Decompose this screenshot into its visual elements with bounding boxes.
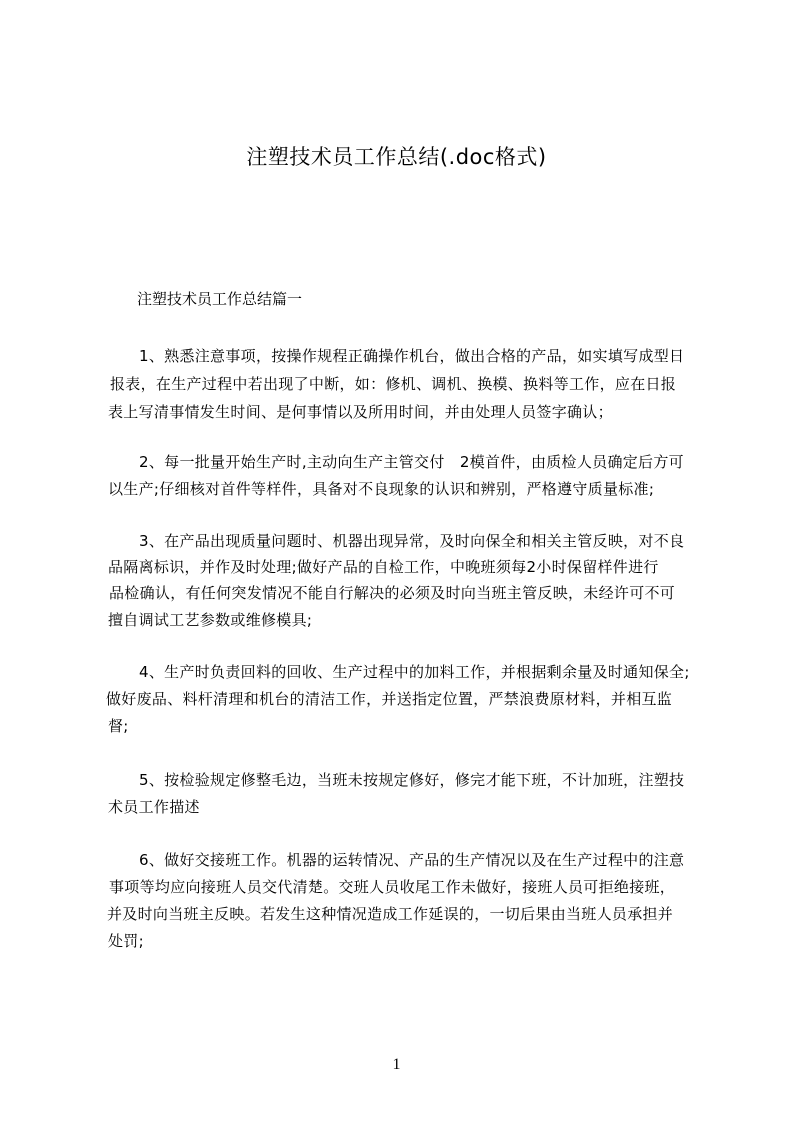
page-number: 1 (392, 1056, 401, 1073)
paragraph-line: 5、按检验规定修整毛边，当班未按规定修好，修完才能下班，不计加班，注塑技 (139, 771, 685, 789)
paragraph-line: 擅自调试工艺参数或维修模具; (108, 611, 313, 629)
paragraph-line: 1、熟悉注意事项，按操作规程正确操作机台，做出合格的产品，如实填写成型日 (139, 347, 685, 365)
paragraph-line: 处罚; (108, 932, 144, 950)
paragraph-line: 品隔离标识，并作及时处理;做好产品的自检工作，中晚班须每2小时保留样件进行 (108, 558, 659, 576)
paragraph-line: 报表，在生产过程中若出现了中断，如：修机、调机、换模、换料等工作，应在日报 (110, 375, 677, 393)
paragraph-line: 6、做好交接班工作。机器的运转情况、产品的生产情况以及在生产过程中的注意 (139, 851, 685, 869)
paragraph-line: 3、在产品出现质量问题时、机器出现异常，及时向保全和相关主管反映，对不良 (139, 532, 685, 550)
paragraph-line: 4、生产时负责回料的回收、生产过程中的加料工作，并根据剩余量及时通知保全; (139, 663, 690, 681)
paragraph-line: 督; (108, 717, 129, 735)
paragraph-line: 做好废品、料杆清理和机台的清洁工作，并送指定位置，严禁浪费原材料，并相互监 (106, 690, 673, 708)
paragraph-line: 表上写清事情发生时间、是何事情以及所用时间，并由处理人员签字确认； (108, 403, 613, 421)
paragraph-line: 术员工作描述 (108, 798, 200, 816)
paragraph-line: 2、每一批量开始生产时,主动向生产主管交付 2模首件，由质检人员确定后方可 (139, 453, 684, 471)
paragraph-line: 以生产;仔细核对首件等样件，具备对不良现象的认识和辨别，严格遵守质量标准; (108, 480, 655, 498)
paragraph-line: 并及时向当班主反映。若发生这种情况造成工作延误的，一切后果由当班人员承担并 (107, 905, 674, 923)
paragraph-line: 品检确认，有任何突发情况不能自行解决的必须及时向当班主管反映，未经许可不可 (109, 584, 676, 602)
paragraph-line: 事项等均应向接班人员交代清楚。交班人员收尾工作未做好，接班人员可拒绝接班， (109, 878, 676, 896)
document-title: 注塑技术员工作总结(.doc格式) (246, 145, 547, 169)
section-heading: 注塑技术员工作总结篇一 (137, 290, 303, 308)
